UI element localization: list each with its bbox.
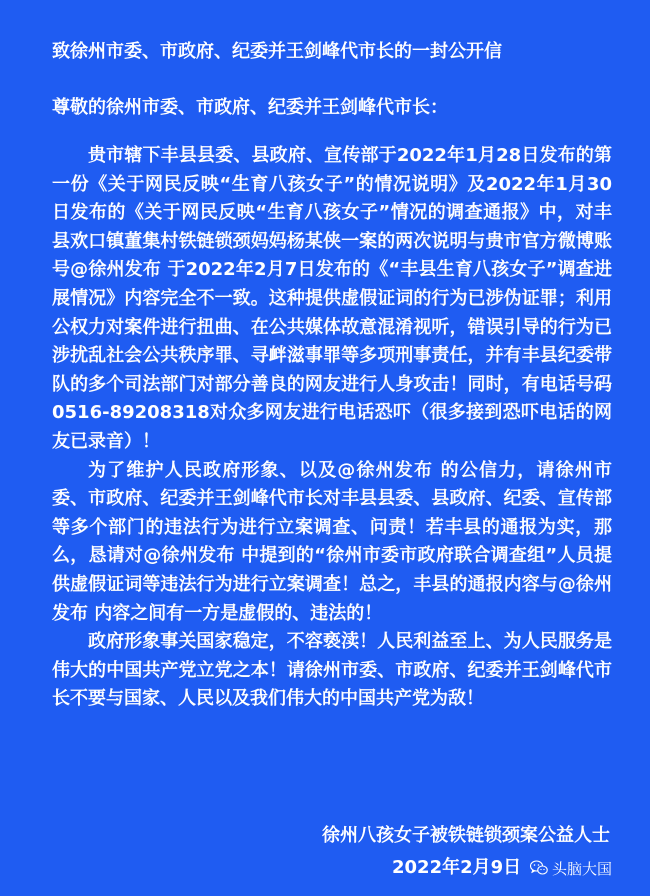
letter-signature: 徐州八孩女子被铁链锁颈案公益人士 [322,825,610,846]
letter-body [52,142,612,714]
letter-paragraph: 政府形象事关国家稳定，不容亵渎！人民利益至上、为人民服务是伟大的中国共产党立党之本！请徐州市委、市政府、纪委并王剑峰代市长不要与国家、人民以及我们伟大的中国共产党为敌！ [52,631,612,710]
letter-salutation: 尊敬的徐州市委、市政府、纪委并王剑峰代市长： [52,97,448,118]
watermark-text: 头脑大国 [552,859,613,878]
letter-paragraph: 贵市辖下丰县县委、县政府、宣传部于2022年1月28日发布的第一份《关于网民反映“生育八孩女子”的情况说明》及2022年1月30日发布的《关于网民反映“生育八孩女子”情况的调查通报》中，对丰县欢口镇董集村铁链锁颈妈妈杨某侠一案的两次说明与贵市官方微博账号@徐州发布 于2022年2月7日发布的《“丰县生育八孩女子”调查进展情况》内容完全不一致。这种提供虚假证词的行为已涉伪证罪；利用公权力对案件进行扭曲、在公共媒体故意混淆视听，错误引导的行为已涉扰乱社会公共秩序罪、寻衅滋事罪等多项刑事责任，并有丰县纪委带队的多个司法部门对部分善良的网友进行人身攻击！同时，有电话号码0516-89208318对众多网友进行电话恐吓（很多接到恐吓电话的网友已录音）！ [52,145,612,452]
letter-paragraph: 为了维护人民政府形象、以及@徐州发布 的公信力，请徐州市委、市政府、纪委并王剑峰代市长对丰县县委、县政府、纪委、宣传部等多个部门的违法行为进行立案调查、问责！若丰县的通报为实，那么，恳请对@徐州发布 中提到的“徐州市委市政府联合调查组”人员提供虚假证词等违法行为进行立案调查！总之，丰县的通报内容与@徐州发布 内容之间有一方是虚假的、违法的！ [52,459,612,624]
letter-title: 致徐州市委、市政府、纪委并王剑峰代市长的一封公开信 [52,41,502,62]
watermark [530,856,612,880]
wechat-icon [530,860,548,876]
letter-date: 2022年2月9日 [392,857,522,878]
